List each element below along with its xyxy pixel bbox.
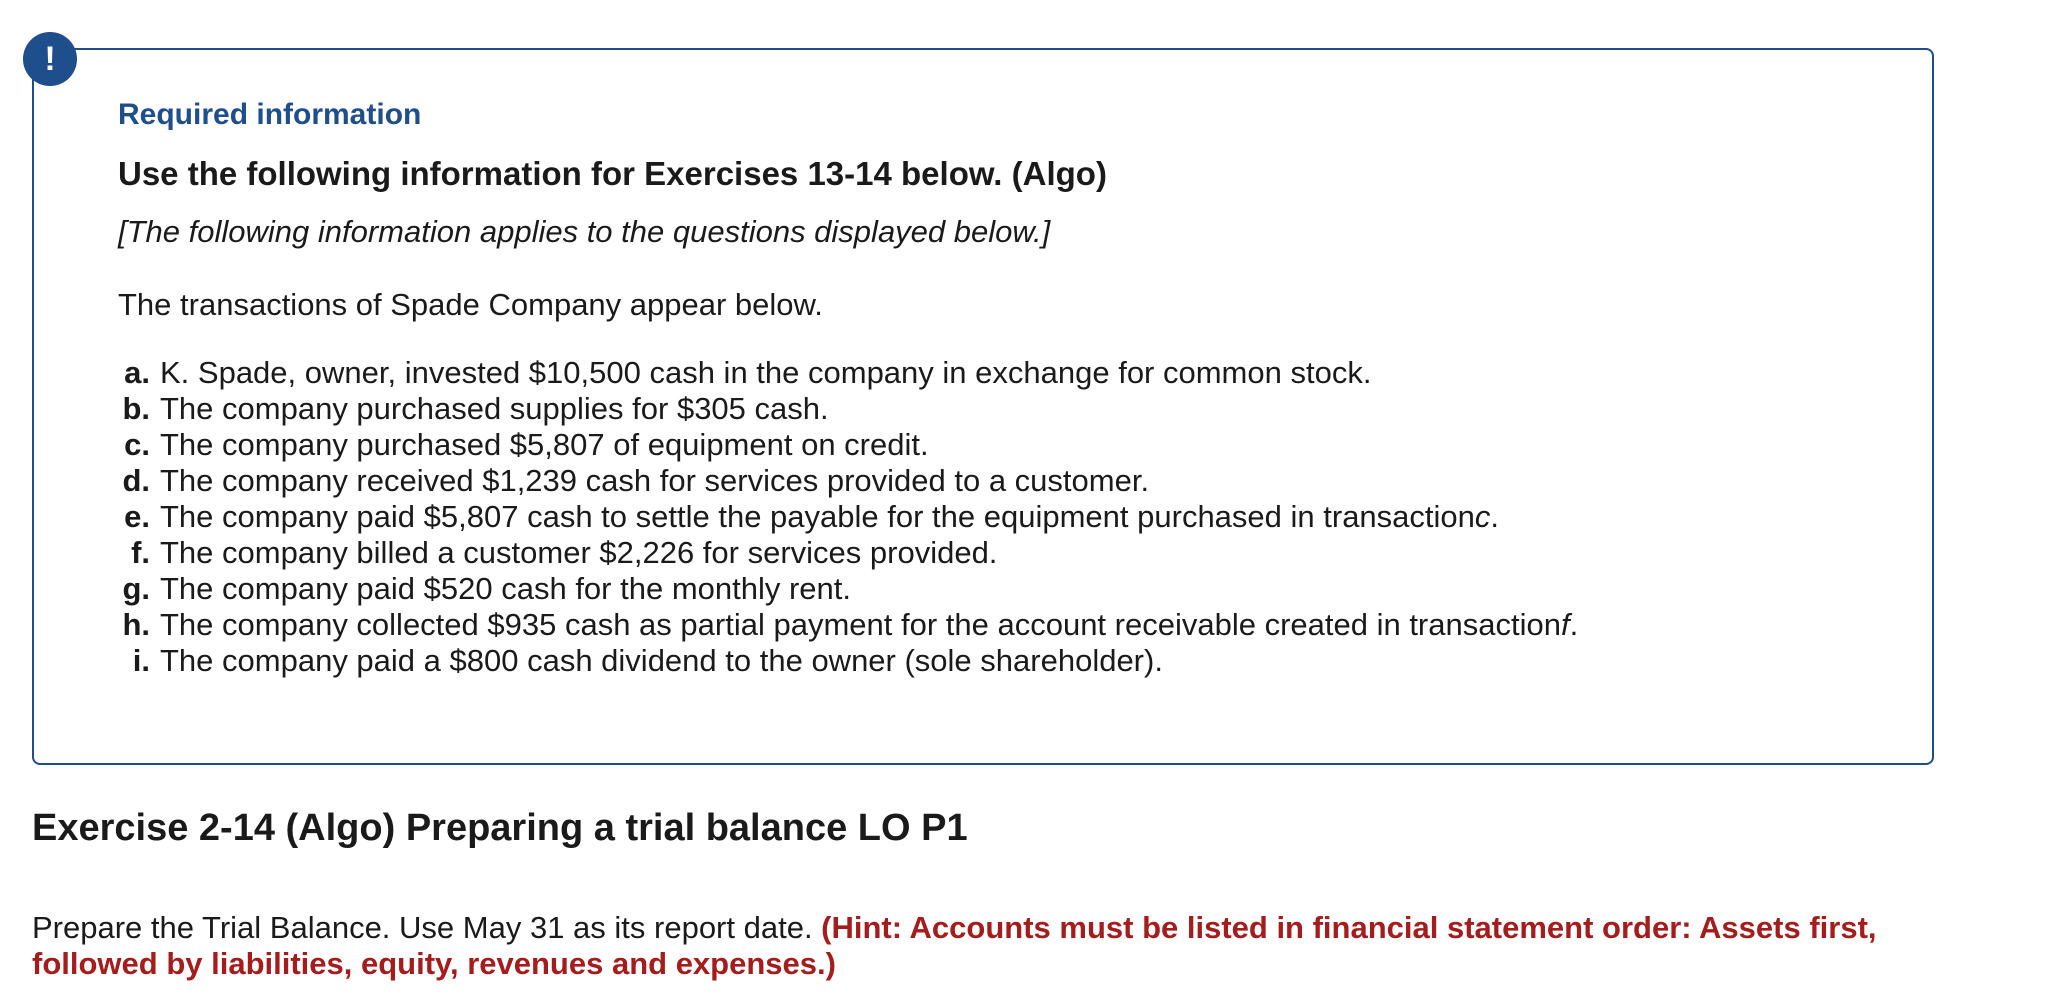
transaction-letter: a.	[124, 355, 150, 390]
transaction-letter: g.	[122, 571, 150, 606]
transaction-item	[110, 427, 1578, 463]
exercise-instructions	[32, 910, 1932, 982]
transaction-item	[110, 499, 1578, 535]
hint-text: (Hint: Accounts must be listed in financial statement order: Assets first, followed by liabilities, equity, revenues and expenses.)	[32, 910, 1877, 981]
transaction-letter: f.	[131, 535, 150, 570]
transaction-end: .	[1569, 607, 1579, 642]
required-information-title: Required information	[118, 98, 422, 131]
alert-icon: !	[23, 32, 77, 86]
transaction-letter: c.	[124, 427, 150, 462]
transaction-text: The company paid $5,807 cash to settle the payable for the equipment purchased in transaction	[160, 499, 1475, 534]
transaction-item	[110, 535, 1578, 571]
exercises-heading: Use the following information for Exercises 13-14 below. (Algo)	[118, 155, 1107, 192]
transaction-text: The company purchased supplies for $305 cash.	[160, 391, 829, 426]
transaction-letter: e.	[124, 499, 150, 534]
transaction-item	[110, 571, 1578, 607]
transaction-reference: f	[1560, 607, 1570, 642]
transaction-text: The company purchased $5,807 of equipment on credit.	[160, 427, 929, 462]
transaction-end: .	[1490, 499, 1500, 534]
transaction-letter: d.	[122, 463, 150, 498]
transaction-item	[110, 391, 1578, 427]
transaction-text: The company paid a $800 cash dividend to the owner (sole shareholder).	[160, 643, 1163, 678]
transaction-letter: h.	[122, 607, 150, 642]
transaction-text: The company received $1,239 cash for services provided to a customer.	[160, 463, 1150, 498]
exercise-title: Exercise 2-14 (Algo) Preparing a trial balance LO P1	[32, 807, 968, 849]
transaction-item	[110, 355, 1578, 391]
transaction-text: The company billed a customer $2,226 for services provided.	[160, 535, 998, 570]
transaction-item	[110, 463, 1578, 499]
transaction-text: K. Spade, owner, invested $10,500 cash in the company in exchange for common stock.	[160, 355, 1372, 390]
transaction-item	[110, 607, 1578, 643]
instruction-text: Prepare the Trial Balance. Use May 31 as its report date.	[32, 910, 822, 945]
transaction-letter: i.	[132, 643, 150, 678]
applies-note: [The following information applies to the questions displayed below.]	[118, 214, 1051, 249]
transaction-text: The company paid $520 cash for the monthly rent.	[160, 571, 852, 606]
transaction-reference: c	[1474, 499, 1491, 534]
transaction-list	[110, 355, 1578, 679]
transactions-intro: The transactions of Spade Company appear below.	[118, 287, 823, 322]
transaction-item	[110, 643, 1578, 679]
transaction-text: The company collected $935 cash as partial payment for the account receivable created in transaction	[160, 607, 1561, 642]
transaction-letter: b.	[122, 391, 150, 426]
